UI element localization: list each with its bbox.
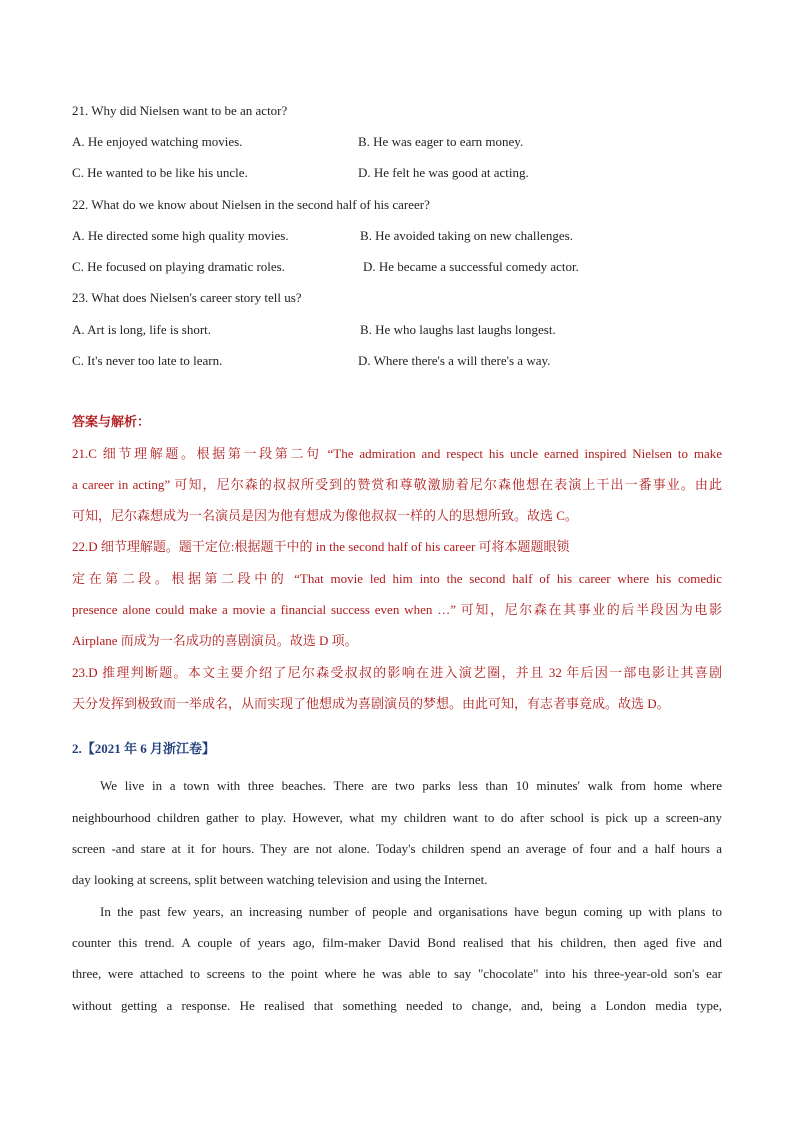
question-22-option-d: D. He became a successful comedy actor. bbox=[363, 259, 579, 274]
section-title: 2.【2021 年 6 月浙江卷】 bbox=[72, 741, 216, 756]
question-23-option-d: D. Where there's a will there's a way. bbox=[358, 353, 551, 368]
question-23-option-a: A. Art is long, life is short. bbox=[72, 322, 212, 337]
question-22-option-b: B. He avoided taking on new challenges. bbox=[360, 228, 573, 243]
answer-line: 22.D 细节理解题。题干定位:根据题干中的 in the second half of his career 可将本题题眼锁 bbox=[72, 539, 570, 554]
question-23-stem: 23. What does Nielsen's career story tell us? bbox=[72, 290, 302, 305]
question-21-option-d: D. He felt he was good at acting. bbox=[358, 165, 529, 180]
passage-line: neighbourhood children gather to play. However, what my children want to do after school is pick up a screen-any bbox=[72, 810, 722, 825]
passage-line: three, were attached to screens to the point where he was able to say "chocolate" into his three-year-old son's ear bbox=[72, 966, 722, 981]
question-22-stem: 22. What do we know about Nielsen in the second half of his career? bbox=[72, 197, 430, 212]
answer-line: a career in acting” 可知，尼尔森的叔叔所受到的赞赏和尊敬激励着尼尔森他想在表演上干出一番事业。由此 bbox=[72, 477, 722, 492]
question-23-option-c: C. It's never too late to learn. bbox=[72, 353, 223, 368]
answer-line: Airplane 而成为一名成功的喜剧演员。故选 D 项。 bbox=[72, 633, 358, 648]
answer-line: 天分发挥到极致而一举成名，从而实现了他想成为喜剧演员的梦想。由此可知，有志者事竟成。故选 D。 bbox=[72, 696, 670, 711]
answer-line: presence alone could make a movie a financial success even when …” 可知，尼尔森在其事业的后半段因为电影 bbox=[72, 602, 722, 617]
passage-line: without getting a response. He realised that something needed to change, and, being a London media type, bbox=[72, 998, 722, 1013]
answer-line: 定在第二段。根据第二段中的 “That movie led him into the second half of his career where his comedic bbox=[72, 571, 722, 586]
passage-line: We live in a town with three beaches. There are two parks less than 10 minutes' walk from home where bbox=[100, 778, 722, 793]
question-21-option-a: A. He enjoyed watching movies. bbox=[72, 134, 243, 149]
question-21-option-c: C. He wanted to be like his uncle. bbox=[72, 165, 248, 180]
passage-line: day looking at screens, split between watching television and using the Internet. bbox=[72, 872, 488, 887]
passage-line: In the past few years, an increasing number of people and organisations have begun coming up with plans to bbox=[100, 904, 722, 919]
answer-line: 可知，尼尔森想成为一名演员是因为他有想成为像他叔叔一样的人的思想所致。故选 C。 bbox=[72, 508, 578, 523]
passage-line: counter this trend. A couple of years ago, film-maker David Bond realised that his children, then aged five and bbox=[72, 935, 722, 950]
question-21-option-b: B. He was eager to earn money. bbox=[358, 134, 524, 149]
answer-header: 答案与解析： bbox=[72, 414, 151, 429]
answer-line: 23.D 推理判断题。本文主要介绍了尼尔森受叔叔的影响在进入演艺圈，并且 32 年后因一部电影让其喜剧 bbox=[72, 665, 722, 680]
question-21-stem: 21. Why did Nielsen want to be an actor? bbox=[72, 103, 288, 118]
question-22-option-a: A. He directed some high quality movies. bbox=[72, 228, 289, 243]
question-23-option-b: B. He who laughs last laughs longest. bbox=[360, 322, 556, 337]
passage-line: screen -and stare at it for hours. They are not alone. Today's children spend an average of four and a half hours a bbox=[72, 841, 722, 856]
answer-line: 21.C 细节理解题。根据第一段第二句 “The admiration and respect his uncle earned inspired Nielsen to make bbox=[72, 446, 722, 461]
question-22-option-c: C. He focused on playing dramatic roles. bbox=[72, 259, 285, 274]
